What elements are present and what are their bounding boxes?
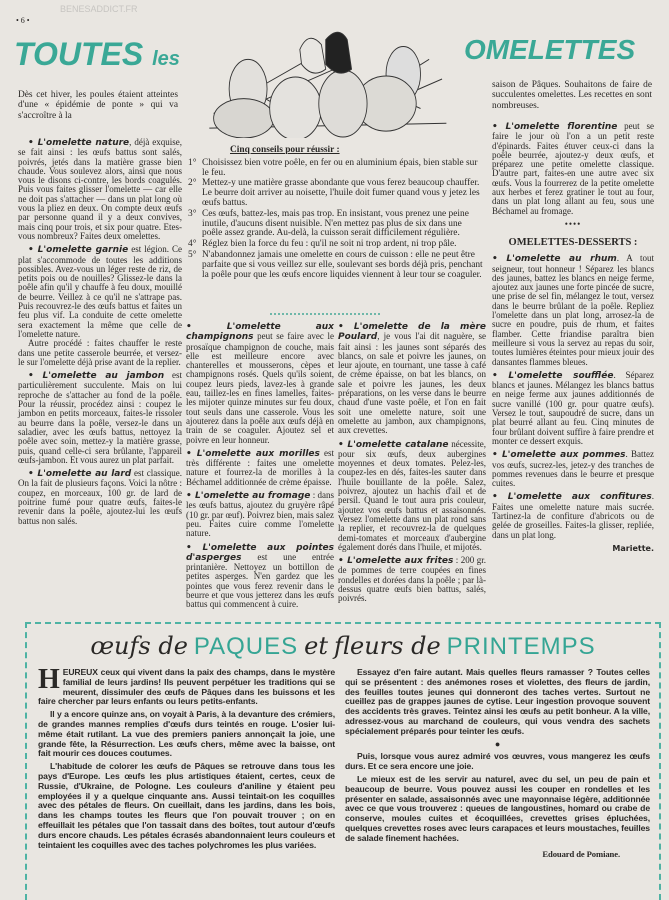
recipe-jambon [18, 371, 182, 465]
recipe-lard [18, 469, 182, 526]
recipe-mere-poulard [338, 322, 486, 436]
recipe-title: • L'omelette aux pommes [492, 450, 625, 460]
paragraph: Le mieux est de les servir au naturel, avec du sel, un peu de pain et beaucoup de beurre. Vous pouvez aussi les couper en rondelles et les présenter en salade, assaisonnés avec une mayonnaise légère, additionnée avec ce que vous trouverez : queues de langoustines, homard ou crabe de conserve, moules cuites et écoquillées, crevettes grises épluchées, quelques crevettes roses avec leurs carapaces et leurs moustaches, feuilles de salade finement hachées. [345, 773, 650, 843]
recipe-title: • L'omelette au fromage [186, 491, 310, 501]
recipe-confitures [492, 492, 654, 539]
recipe-champignons [186, 322, 334, 445]
tip-item [188, 240, 483, 250]
recipe-title: • L'omelette aux morilles [186, 449, 320, 459]
recipe-pommes [492, 450, 654, 488]
column-3 [338, 322, 486, 608]
paragraph: L'habitude de colorer les œufs de Pâques se retrouve dans tous les pays d'Europe. Les œufs les plus artistiques étaient, certes, ceux de Russie, d'Ukraine, de Pologne. Les couleurs d'aniline y étaient peu employées il y a quelque cinquante ans. Aussi teintait-on les coquilles avec des pétales de fleurs. On cueillait, dans les jardins, dans les bois, dans les champs toutes les fleurs que l'on pouvait trouver ; on en effeuillait les pétales que l'on tassait dans des boîtes, tout autour d'œufs durs encore chauds. Les pétales écrasés abandonnaient leurs couleurs et teintaient les coquilles avec des taches polychromes les plus variées. [38, 761, 335, 850]
title-word: les [152, 48, 180, 70]
tip-text: N'abandonnez jamais une omelette en cours de cuisson : elle ne peut être parfaite que si vous veillez sur elle, soulevant ses bords déjà pris, penchant la poêle pour que les œufs encore liquides viennent à leur tour se coaguler. [202, 249, 483, 280]
title-word: PRINTEMPS [446, 633, 596, 660]
page-number: • 6 • [16, 16, 30, 25]
page-title-left [14, 34, 180, 79]
hens-and-eggs-illustration [205, 20, 455, 138]
title-word: TOUTES [14, 36, 144, 72]
recipe-title: • L'omelette aux pointes d'asperges [186, 543, 334, 563]
recipe-asperges [186, 543, 334, 610]
column-2 [186, 322, 334, 614]
recipe-text: est particulièrement succulente. Mais on lui reproche de s'attacher au fond de la poêle. Pour la réussir, procédez ainsi : coupez le jambon en petits morceaux, faites-le rissoler au beurre dans la poêle, versez-le dans un saladier, avec les œufs battus, nettoyez la poêle avec soin, mettez-y la matière grasse, puis, quand celle-ci sera brûlante, l'appareil œufs-jambon. Et vous aurez un plat parfait. [18, 370, 183, 465]
recipe-text: est très différente : faites une omelette nature et fourrez-la de morilles à la Béchamel additionnée de crème épaisse. [186, 447, 335, 487]
recipe-title: • L'omelette garnie [28, 245, 128, 255]
bullet-divider: ● [494, 738, 501, 749]
recipe-text: : 200 gr. de pommes de terre coupées en fines rondelles et dorées dans la poêle ; par là-dessus quatre œufs bien battus, salés, poivrés. [338, 555, 486, 604]
recipe-title: • L'omelette soufflée [492, 371, 614, 381]
five-tips [188, 146, 483, 281]
recipe-title: • L'omelette de la mère Poulard [338, 322, 486, 342]
title-word: fleurs de [334, 632, 441, 660]
tip-item [188, 251, 483, 280]
drop-cap: H [38, 664, 60, 695]
page-title-right: OMELETTES [464, 34, 636, 65]
tip-number: 2° [188, 178, 197, 189]
recipe-text: , déjà exquise, se fait ainsi : les œufs battus sont salés, poivrés, jetés dans la matière grasse bien chaude. Vous soulevez alors, ainsi que nous vous le disons ci-contre, les bords coagulés. Puis vous faites glisser l'omelette — car elle ne doit pas s'attacher — dans un plat long où vous la pliez en deux. On compte deux œufs par personne quand il y a deux convives, mais cinq pour trois, et six pour quatre. Etes-vous nombreux? Faites deux omelettes. [18, 137, 183, 241]
author-signature: Edouard de Pomiane. [542, 848, 620, 859]
title-word: et [304, 632, 329, 660]
recipe-title: • L'omelette au rhum [492, 254, 617, 264]
recipe-rhum [492, 254, 654, 367]
column-1 [18, 138, 182, 530]
recipe-text: . A tout seigneur, tout honneur ! Séparez les blancs des jaunes, battez les blancs en neige ferme, ajoutez aux jaunes une forte pincée de sucre, une prise de sel fin, mélangez le tout, versez dans le beurre brûlant de la poêle. Repliez l'omelette dans un plat long, arrosez-la de sucre en poudre, puis de rhum, et faites flamber. Cette friandise paraîtra bien meilleure si vous la servez au repas du soir, toutes lumières éteintes pour mieux jouir des dansantes flammes bleues. [492, 253, 655, 367]
tip-number: 3° [188, 208, 197, 219]
author-signature: Mariette. [612, 543, 654, 553]
box-right-column [345, 668, 650, 859]
recipe-fromage [186, 491, 334, 538]
recipe-frites [338, 556, 486, 603]
title-word: œufs de [90, 632, 188, 660]
tip-text: Réglez bien la force du feu : qu'il ne soit ni trop ardent, ni trop pâle. [202, 239, 457, 250]
paragraph: Essayez d'en faire autant. Mais quelles fleurs ramasser ? Toutes celles qui se présentent : des anémones roses et violettes, des fleurs de jardin, des feuilles toutes jeunes qui donneront des taches vertes. Surtout ne cueillez pas de grappes jaunes de cytise. Leur ingestion provoque souvent des accidents très graves. Teintez ainsi les œufs au petit bonheur. A la ville, adressez-vous au marchand de couleurs, qui vous vendra des sachets spécialement préparés pour teinter les œufs. [345, 667, 650, 736]
recipe-text: , je vous l'ai dit naguère, se fait ainsi : les jaunes sont séparés des blancs, on sale et poivre les jaunes, on leur ajoute, en tournant, une tasse à café de crème épaisse, on bat les blancs, on sale et poivre les jaunes, les deux préparations, on les verse dans le beurre chaud d'une vaste poêle, et l'on en fait soit une omelette nature, soit une omelette au jambon, aux champignons, aux crevettes. [338, 331, 486, 436]
paragraph: EUREUX ceux qui vivent dans la paix des champs, dans le mystère familial de leurs jardins! Ils peuvent perpétuer les traditions qui se meurent, dissimuler des œufs de Pâques dans les buissons et les faire chercher par leurs enfants ou leurs petits-enfants. [38, 667, 335, 707]
desserts-heading: OMELETTES-DESSERTS : [508, 237, 638, 249]
divider [270, 313, 380, 316]
tip-number: 5° [188, 249, 197, 260]
tip-text: Mettez-y une matière grasse abondante que vous ferez beaucoup chauffer. Le beurre doit arriver au noisette, l'huile doit fumer quand vous y jetez les œufs battus. [202, 178, 480, 208]
recipe-text: . Faites une omelette nature mais sucrée. Tartinez-la de confiture d'abricots ou de gelée de groseilles. Faites-la glisser, repliée, dans un plat long. [492, 491, 654, 540]
recipe-text: est classique. On la fait de plusieurs façons. Voici la nôtre : coupez, en morceaux, 100 gr. de lard de poitrine fumé pour quatre œufs, faites-le revenir dans la poêle, ajoutez-lui les œufs battus non salés. [18, 468, 182, 526]
tip-text: Choisissez bien votre poêle, en fer ou en aluminium épais, bien stable sur le feu. [202, 157, 478, 178]
paragraph: Puis, lorsque vous aurez admiré vos œuvres, vous mangerez les œufs durs. Et ce sera encore une joie. [345, 751, 650, 772]
tip-item [188, 179, 483, 208]
intro-text-right: saison de Pâques. Souhaitons de faire de succulentes omelettes. Les recettes en sont nombreuses. [492, 80, 652, 111]
recipe-nature [18, 138, 182, 241]
tip-text: Ces œufs, battez-les, mais pas trop. En insistant, vous prenez une peine inutile, d'aucuns disent nuisible. N'en mettez pas plus de six dans une poêle assez grande. Au-delà, la cuisson serait difficilement régulière. [202, 208, 469, 239]
recipe-text: est légion. Ce plat s'accommode de toutes les additions possibles. Avez-vous un léger reste de riz, de petits pois ou de nouilles? Glissez-le dans la poêle afin qu'il y chauffe à feu doux, mouillé de beurre. Veillez à ce qu'il ne s'attrape pas. Puis recouvrez-le des œufs battus et faites un feu plus vif. La conduite de cette omelette sera exactement la même que celle de l'omelette nature. [18, 244, 182, 339]
recipe-soufflee [492, 371, 654, 446]
recipe-text: nécessite, pour six œufs, deux aubergines moyennes et deux tomates. Pelez-les, coupez-les en dés, faites-les sauter dans l'huile bouillante de la poêle. Salez, poivrez, ajoutez un hachis d'ail et de persil. Quand le tout aura pris couleur, ajoutez vos œufs battus et assaisonnés. Versez l'omelette dans un plat rond sans la replier, et recouvrez-la de quelques demi-tomates et morceaux d'aubergine également dorés dans l'huile, et mijotés. [338, 438, 487, 552]
recipe-title: • L'omelette aux champignons [186, 322, 334, 342]
paragraph: Il y a encore quinze ans, on voyait à Paris, à la devanture des crémiers, de grandes mannes remplies d'œufs durs teintés en rouge. L'osier lui-même était rutilant. La vue des premiers paniers annonçait la joie, une grande fête, la Résurrection. Les œufs chers, même avec la baisse, ont fait mourir ces douces coutumes. [38, 709, 335, 759]
recipe-title: • L'omelette au lard [28, 469, 131, 479]
recipe-florentine [492, 122, 654, 216]
tip-item [188, 210, 483, 239]
tip-number: 4° [188, 239, 197, 250]
recipe-title: • L'omelette aux confitures [492, 492, 652, 502]
recipe-title: • L'omelette au jambon [28, 371, 164, 381]
recipe-garnie [18, 245, 182, 339]
recipe-text: Autre procédé : faites chauffer le reste dans une petite casserole beurrée, et versez-le sur l'omelette déjà prise avant de la replier. [18, 338, 182, 367]
tips-heading: Cinq conseils pour réussir : [230, 145, 340, 155]
recipe-text: : dans les œufs battus, ajoutez du gruyère râpé (10 gr. par œuf). Poivrez bien, mais salez peu. Faites cuire comme l'omelette nature. [186, 490, 335, 539]
watermark: BENESADDICT.FR [60, 4, 138, 14]
intro-text-left: Dès cet hiver, les poules étaient atteintes d'une « épidémie de ponte » qui va s'accroître à la [18, 90, 178, 121]
tip-item [188, 159, 483, 179]
column-4 [492, 122, 654, 553]
recipe-text: . Séparez blancs et jaunes. Mélangez les blancs battus en neige ferme aux jaunes additionnés de sucre vanillé (100 gr. pour quatre œufs). Versez le tout, saupoudré de sucre, dans un plat beurré allant au feu. Cinq minutes de four brûlant doivent suffire à faire prendre et monter ce dessert exquis. [492, 369, 655, 446]
recipe-title: • L'omelette florentine [492, 122, 617, 132]
recipe-title: • L'omelette nature [28, 138, 129, 148]
recipe-text: peut se faire le jour où l'on a un petit reste d'épinards. Faites étuver ceux-ci dans la poêle beurrée, ajoutez-y deux œufs, et préparez une petite omelette classique. D'autre part, faites-en une autre avec six œufs. Vous la fourrerez de la petite omelette aux herbes et ferez gratiner le tout au four, dans un plat long allant au feu, sous une Béchamel au fromage. [492, 121, 654, 216]
recipe-text: . Battez vos œufs, sucrez-les, jetez-y des tranches de pommes revenues dans le beurre et presque cuites. [492, 449, 654, 489]
recipe-title: • L'omelette aux frites [338, 556, 453, 566]
title-word: PAQUES [193, 633, 299, 660]
recipe-morilles [186, 449, 334, 487]
recipe-catalane [338, 440, 486, 553]
box-title [27, 630, 659, 663]
box-left-column [38, 664, 335, 853]
stars-divider: •••• [564, 218, 582, 229]
recipe-text: est une entrée printanière. Nettoyez un bottillon de petites asperges. N'en gardez que les pointes que vous ferez revenir dans le beurre et que vous jetterez dans les œufs battus qui commencent à cuire. [186, 551, 334, 610]
recipe-text: peut se faire avec le prosaïque champignon de couche, mais elle est meilleure encore avec chanterelles et mousserons, cèpes et champignons rosés. Quels qu'ils soient, coupez leurs pieds, lavez-les à grande eau, taillez-les en fines lamelles, faites-les mijoter quinze minutes sur feu doux, tout seuls dans une casserole. Vous les ajouterez dans la poêle aux œufs déjà en train de se coaguler. Ajoutez sel et poivre en leur honneur. [186, 331, 334, 445]
tip-number: 1° [188, 157, 197, 168]
recipe-title: • L'omelette catalane [338, 440, 449, 450]
